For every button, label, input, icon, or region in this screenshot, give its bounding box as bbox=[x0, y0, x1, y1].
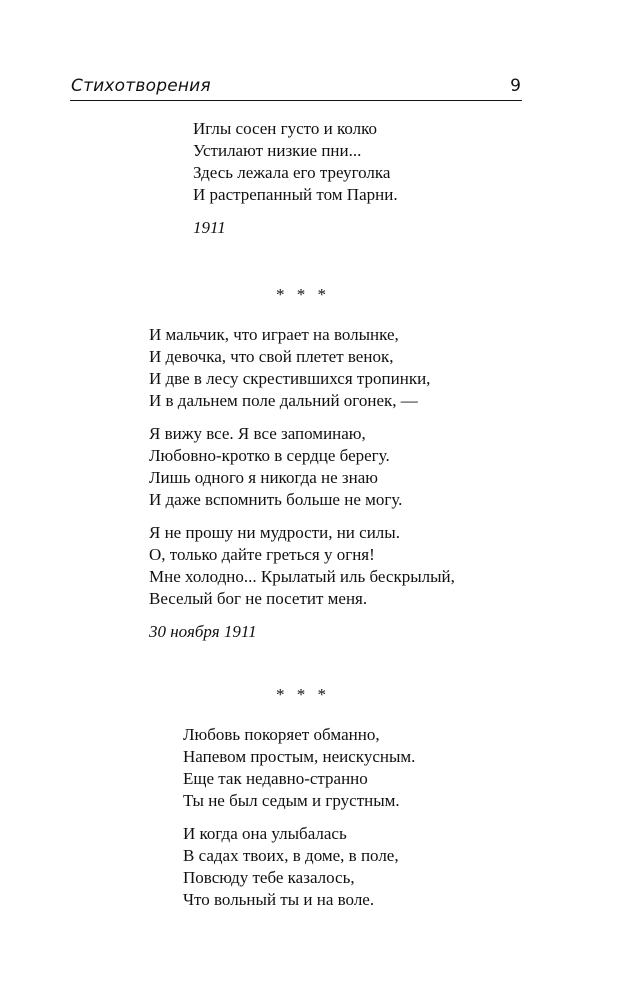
poem2-date: 30 ноября 1911 bbox=[149, 622, 257, 641]
poem-line: Лишь одного я никогда не знаю bbox=[149, 468, 378, 487]
poem-line: Веселый бог не посетит меня. bbox=[149, 589, 368, 608]
poem-line: Иглы сосен густо и колко bbox=[193, 119, 378, 138]
poem-line: Здесь лежала его треуголка bbox=[193, 163, 391, 182]
poem-line: И когда она улыбалась bbox=[183, 824, 347, 843]
poem-line: Мне холодно... Крылатый иль бескрылый, bbox=[149, 567, 455, 586]
poem3-stanza1 bbox=[183, 724, 415, 812]
poem2-stanza1 bbox=[149, 324, 430, 412]
poem2-stanza2 bbox=[149, 423, 402, 511]
poem-line: Напевом простым, неискусным. bbox=[183, 747, 416, 766]
poem-line: И девочка, что свой плетет венок, bbox=[149, 347, 394, 366]
poem-line: В садах твоих, в доме, в поле, bbox=[183, 846, 399, 865]
poem2-stanza3 bbox=[149, 522, 455, 610]
poem1-date: 1911 bbox=[193, 218, 226, 237]
poem-line: И растрепанный том Парни. bbox=[193, 185, 398, 204]
running-header bbox=[70, 74, 522, 101]
poem-separator: * * * bbox=[276, 685, 330, 704]
poem-line: Еще так недавно-странно bbox=[183, 769, 368, 788]
poem-line: И даже вспомнить больше не могу. bbox=[149, 490, 403, 509]
poem-line: И мальчик, что играет на волынке, bbox=[149, 325, 399, 344]
poem-line: Устилают низкие пни... bbox=[193, 141, 362, 160]
poem-line: Что вольный ты и на воле. bbox=[183, 890, 375, 909]
poem-line: И в дальнем поле дальний огонек, — bbox=[149, 391, 418, 410]
poem1-stanza1 bbox=[193, 118, 398, 206]
poem-line: Я не прошу ни мудрости, ни силы. bbox=[149, 523, 400, 542]
page-number: 9 bbox=[510, 76, 521, 96]
poem-line: Ты не был седым и грустным. bbox=[183, 791, 400, 810]
poem3-stanza2 bbox=[183, 823, 399, 911]
poem-separator: * * * bbox=[276, 285, 330, 304]
poem-line: Любовь покоряет обманно, bbox=[183, 725, 380, 744]
poem-line: И две в лесу скрестившихся тропинки, bbox=[149, 369, 431, 388]
poem-line: Я вижу все. Я все запоминаю, bbox=[149, 424, 366, 443]
poem-line: О, только дайте греться у огня! bbox=[149, 545, 375, 564]
poem-line: Любовно-кротко в сердце берегу. bbox=[149, 446, 390, 465]
poem-line: Повсюду тебе казалось, bbox=[183, 868, 355, 887]
section-title: Стихотворения bbox=[71, 76, 211, 96]
